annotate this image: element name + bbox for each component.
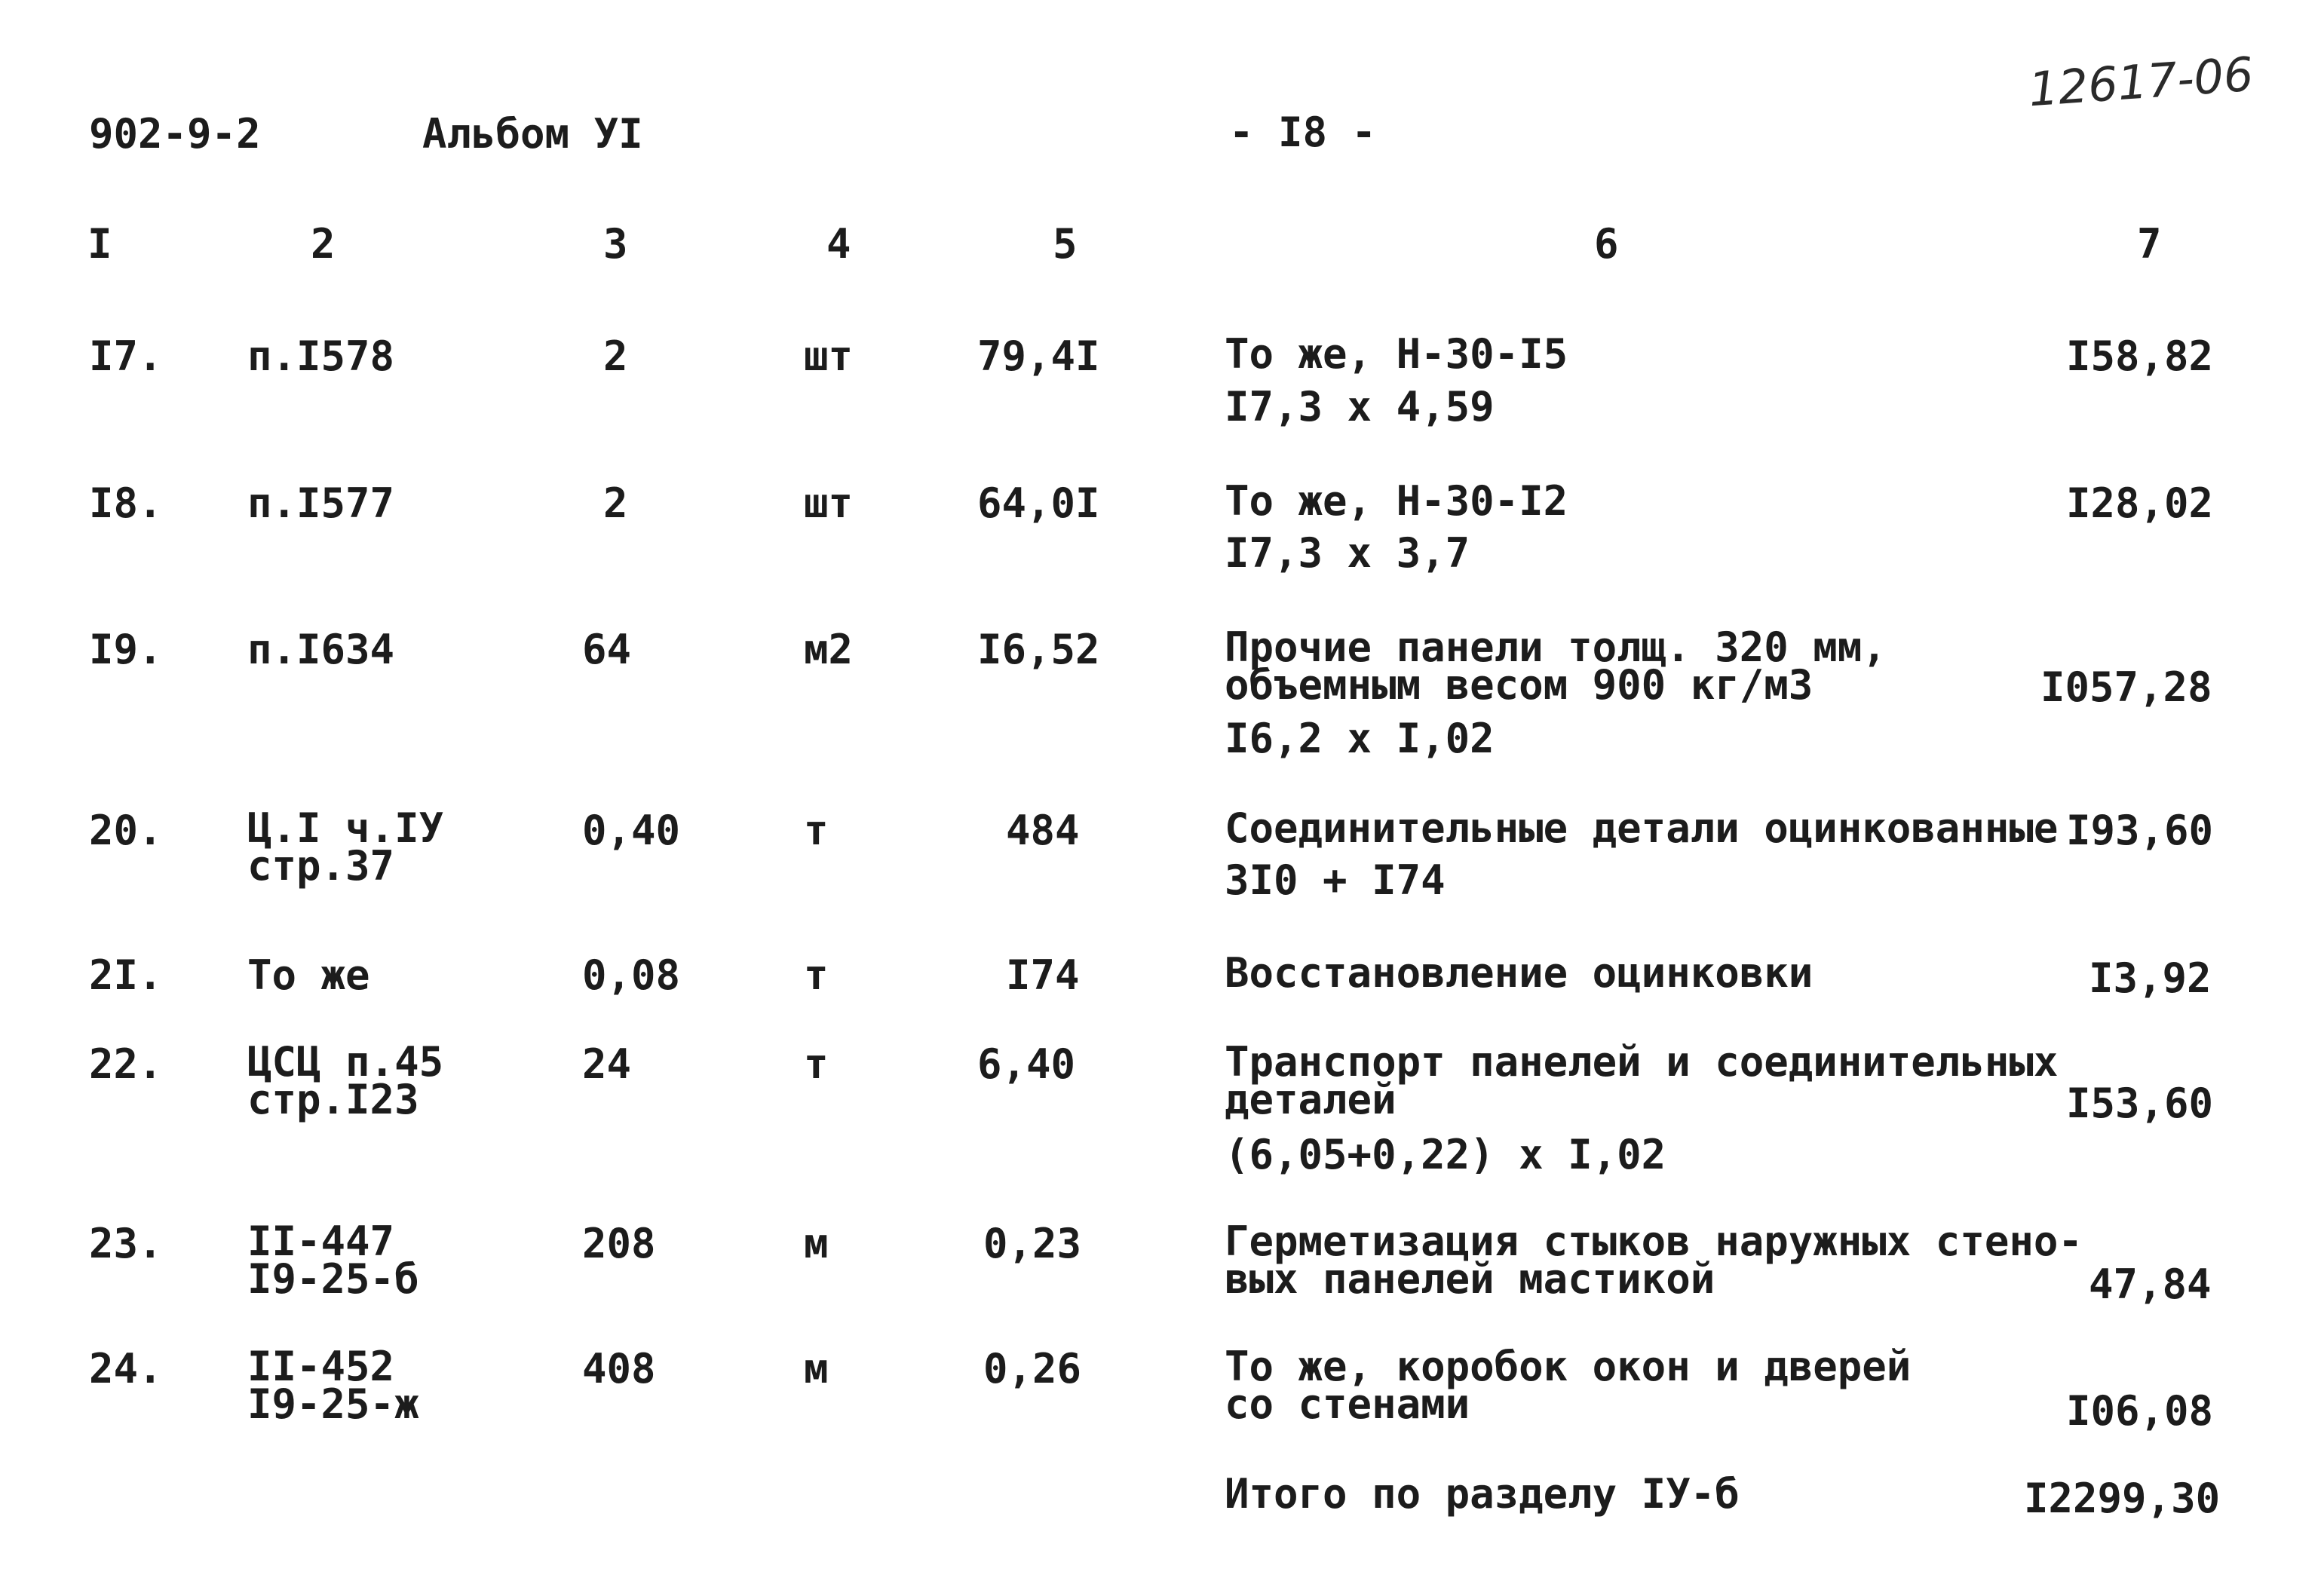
row-total: I057,28 — [2040, 663, 2212, 711]
row-description — [1225, 623, 1887, 709]
row-unit: т — [804, 807, 829, 854]
handwritten-number: 12617-06 — [2026, 46, 2255, 118]
description-line: вых панелей мастикой — [1225, 1255, 1715, 1303]
row-number: I7. — [89, 332, 163, 380]
row-number: 23. — [89, 1220, 163, 1267]
row-price: I6,52 — [977, 626, 1100, 673]
row-quantity: 2 — [603, 479, 628, 527]
page-number: - I8 - — [1229, 109, 1377, 156]
column-header-4: 4 — [826, 220, 851, 268]
reference-line: II-447 — [247, 1218, 395, 1265]
row-calculation: I6,2 х I,02 — [1225, 715, 1495, 762]
description-line: Транспорт панелей и соединительных — [1225, 1038, 2059, 1086]
row-number: 2I. — [89, 951, 163, 999]
row-quantity: 0,40 — [582, 807, 681, 854]
reference-line: стр.I23 — [247, 1076, 419, 1123]
row-description — [1225, 949, 1814, 997]
row-total: 47,84 — [2089, 1261, 2212, 1308]
row-price: 79,4I — [977, 332, 1100, 380]
row-quantity: 408 — [582, 1345, 656, 1392]
reference-line: I9-25-ж — [247, 1380, 419, 1428]
row-unit: шт — [804, 479, 854, 527]
row-total: I58,82 — [2066, 332, 2214, 380]
row-quantity: 2 — [603, 332, 628, 380]
reference-line: II-452 — [247, 1343, 395, 1390]
description-line: То же, Н-30-I5 — [1225, 330, 1568, 378]
summary-label: Итого по разделу IУ-б — [1225, 1470, 1740, 1518]
reference-line: Ц.I ч.IУ — [247, 804, 444, 852]
description-line: объемным весом 900 кг/м3 — [1225, 661, 1814, 709]
row-description — [1225, 804, 2059, 852]
row-description — [1225, 1218, 2083, 1303]
row-unit: т — [804, 951, 829, 999]
row-unit: т — [804, 1040, 829, 1088]
row-number: I8. — [89, 479, 163, 527]
row-unit: м2 — [804, 626, 854, 673]
row-calculation: (6,05+0,22) х I,02 — [1225, 1131, 1666, 1178]
description-line: деталей — [1225, 1076, 1397, 1123]
reference-line: стр.37 — [247, 842, 395, 890]
row-number: 20. — [89, 807, 163, 854]
row-price: 0,26 — [983, 1345, 1082, 1392]
description-line: Герметизация стыков наружных стено- — [1225, 1218, 2083, 1265]
row-reference: п.I578 — [247, 332, 395, 380]
column-header-3: 3 — [603, 220, 628, 268]
row-total: I93,60 — [2066, 807, 2214, 854]
summary-total: I2299,30 — [2024, 1475, 2221, 1522]
row-price: 64,0I — [977, 479, 1100, 527]
row-total: I3,92 — [2089, 954, 2212, 1002]
row-description — [1225, 330, 1568, 378]
row-quantity: 24 — [582, 1040, 632, 1088]
description-line: Восстановление оцинковки — [1225, 949, 1814, 997]
row-number: 24. — [89, 1345, 163, 1392]
row-reference — [247, 1218, 419, 1303]
row-description — [1225, 1343, 1912, 1428]
row-unit: шт — [804, 332, 854, 380]
row-description — [1225, 1038, 2059, 1123]
row-reference — [247, 804, 444, 890]
description-line: Прочие панели толщ. 320 мм, — [1225, 623, 1887, 671]
row-calculation: I7,3 х 4,59 — [1225, 383, 1495, 430]
row-price: I74 — [1006, 951, 1080, 999]
row-calculation: 3I0 + I74 — [1225, 856, 1446, 904]
row-description — [1225, 477, 1568, 525]
column-header-6: 6 — [1594, 220, 1619, 268]
row-quantity: 0,08 — [582, 951, 681, 999]
row-reference — [247, 1343, 419, 1428]
row-price: 0,23 — [983, 1220, 1082, 1267]
row-number: 22. — [89, 1040, 163, 1088]
row-reference: п.I577 — [247, 479, 395, 527]
row-unit: м — [804, 1345, 829, 1392]
row-reference: п.I634 — [247, 626, 395, 673]
row-reference — [247, 1038, 444, 1123]
row-price: 484 — [1006, 807, 1080, 854]
reference-line: I9-25-б — [247, 1255, 419, 1303]
row-number: I9. — [89, 626, 163, 673]
column-header-7: 7 — [2137, 220, 2162, 268]
column-header-1: I — [87, 220, 112, 268]
row-quantity: 208 — [582, 1220, 656, 1267]
row-total: I53,60 — [2066, 1080, 2214, 1127]
column-header-2: 2 — [311, 220, 336, 268]
description-line: со стенами — [1225, 1380, 1470, 1428]
row-quantity: 64 — [582, 626, 632, 673]
column-header-5: 5 — [1053, 220, 1078, 268]
row-price: 6,40 — [977, 1040, 1076, 1088]
description-line: То же, коробок окон и дверей — [1225, 1343, 1912, 1390]
album-label: Альбом УI — [422, 110, 643, 158]
row-reference: То же — [247, 951, 370, 999]
reference-line: ЦСЦ п.45 — [247, 1038, 444, 1086]
row-calculation: I7,3 х 3,7 — [1225, 529, 1470, 577]
row-unit: м — [804, 1220, 829, 1267]
description-line: То же, Н-30-I2 — [1225, 477, 1568, 525]
doc-code: 902-9-2 — [89, 110, 261, 158]
row-total: I06,08 — [2066, 1387, 2214, 1435]
row-total: I28,02 — [2066, 479, 2214, 527]
description-line: Соединительные детали оцинкованные — [1225, 804, 2059, 852]
